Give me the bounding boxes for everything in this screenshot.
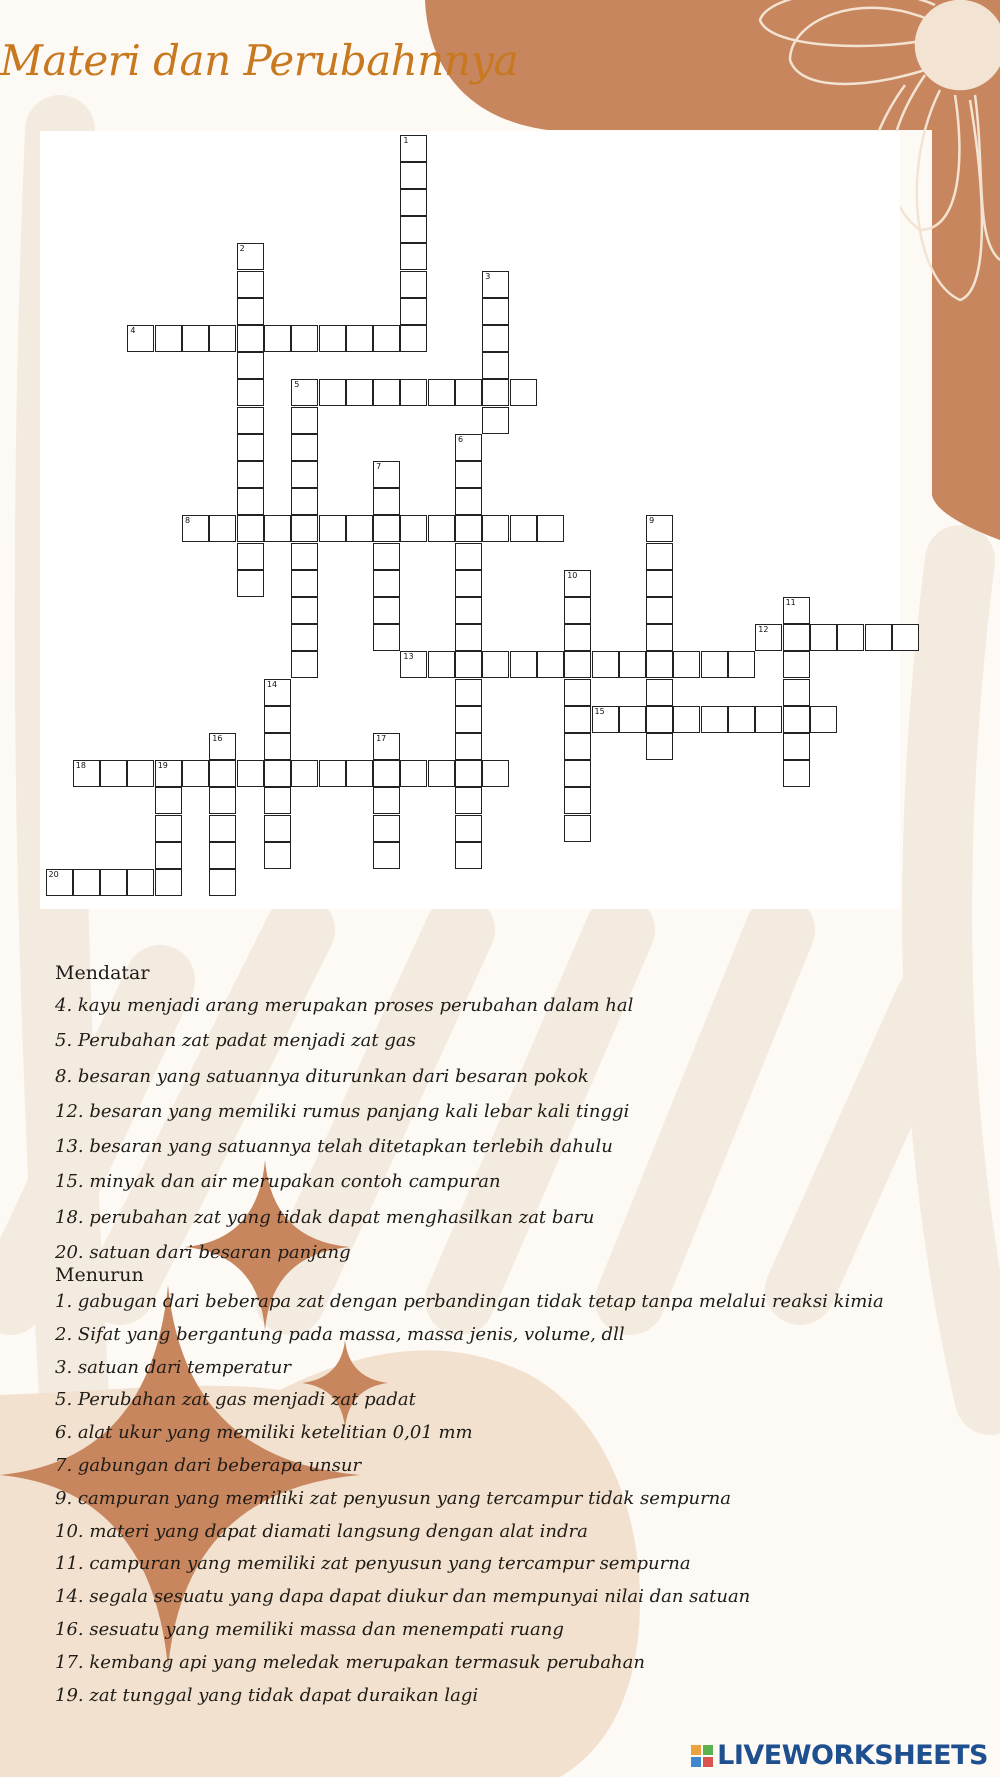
crossword-cell[interactable] xyxy=(264,679,291,706)
crossword-cell[interactable] xyxy=(319,379,346,406)
crossword-cell[interactable] xyxy=(592,651,619,678)
crossword-cell[interactable] xyxy=(865,624,892,651)
crossword-cell[interactable] xyxy=(373,733,400,760)
clue-number: 9 xyxy=(649,516,655,526)
clue-number: 7 xyxy=(376,461,382,471)
crossword-cell[interactable] xyxy=(209,515,236,542)
clue-number: 11 xyxy=(785,597,796,607)
clue-number: 4 xyxy=(130,325,136,335)
crossword-cell[interactable] xyxy=(209,842,236,869)
crossword-cell[interactable] xyxy=(455,434,482,461)
crossword-cell[interactable] xyxy=(100,869,127,896)
clue-across: 8. besaran yang satuannya diturunkan dari besaran pokok xyxy=(55,1065,589,1087)
crossword-cell[interactable] xyxy=(373,543,400,570)
clue-number: 18 xyxy=(75,761,86,771)
crossword-cell[interactable] xyxy=(619,651,646,678)
clue-number: 13 xyxy=(403,652,414,662)
crossword-cell[interactable] xyxy=(182,515,209,542)
clue-down: 11. campuran yang memiliki zat penyusun yang tercampur sempurna xyxy=(55,1553,691,1575)
across-heading: Mendatar xyxy=(55,962,150,984)
clue-number: 1 xyxy=(403,135,409,145)
crossword-cell[interactable] xyxy=(400,135,427,162)
crossword-cell[interactable] xyxy=(455,570,482,597)
clue-across: 15. minyak dan air merupakan contoh campuran xyxy=(55,1171,501,1193)
crossword-cell[interactable] xyxy=(755,706,782,733)
crossword-cell[interactable] xyxy=(455,733,482,760)
crossword-cell[interactable] xyxy=(373,515,400,542)
crossword-cell[interactable] xyxy=(482,407,509,434)
crossword-cell[interactable] xyxy=(428,515,455,542)
clue-down: 9. campuran yang memiliki zat penyusun yang tercampur tidak sempurna xyxy=(55,1487,731,1509)
crossword-cell[interactable] xyxy=(646,679,673,706)
crossword-cell[interactable] xyxy=(155,325,182,352)
crossword-cell[interactable] xyxy=(237,379,264,406)
crossword-cell[interactable] xyxy=(400,271,427,298)
clue-number: 8 xyxy=(185,516,191,526)
crossword-cell[interactable] xyxy=(291,379,318,406)
crossword-cell[interactable] xyxy=(346,379,373,406)
crossword-cell[interactable] xyxy=(373,842,400,869)
crossword-cell[interactable] xyxy=(264,706,291,733)
crossword-cell[interactable] xyxy=(537,515,564,542)
crossword-cell[interactable] xyxy=(646,515,673,542)
crossword-cell[interactable] xyxy=(892,624,919,651)
crossword-cell[interactable] xyxy=(127,760,154,787)
clue-number: 3 xyxy=(485,271,491,281)
clue-across: 4. kayu menjadi arang merupakan proses perubahan dalam hal xyxy=(55,995,634,1016)
crossword-cell[interactable] xyxy=(373,488,400,515)
clue-across: 13. besaran yang satuannya telah ditetapkan terlebih dahulu xyxy=(55,1136,613,1158)
crossword-cell[interactable] xyxy=(237,760,264,787)
crossword-cell[interactable] xyxy=(673,651,700,678)
crossword-cell[interactable] xyxy=(564,651,591,678)
crossword-cell[interactable] xyxy=(264,815,291,842)
crossword-cell[interactable] xyxy=(837,624,864,651)
crossword-cell[interactable] xyxy=(482,379,509,406)
crossword-cell[interactable] xyxy=(264,733,291,760)
crossword-cell[interactable] xyxy=(482,325,509,352)
page-title: Materi dan Perubahnnya xyxy=(0,36,519,85)
crossword-cell[interactable] xyxy=(373,461,400,488)
crossword-cell[interactable] xyxy=(510,379,537,406)
crossword-cell[interactable] xyxy=(237,271,264,298)
down-heading: Menurun xyxy=(55,1264,144,1286)
crossword-cell[interactable] xyxy=(400,760,427,787)
clues-across xyxy=(55,958,955,1270)
crossword-cell[interactable] xyxy=(783,706,810,733)
crossword-cell[interactable] xyxy=(155,869,182,896)
crossword-cell[interactable] xyxy=(810,706,837,733)
crossword-cell[interactable] xyxy=(646,570,673,597)
clue-down: 5. Perubahan zat gas menjadi zat padat xyxy=(55,1389,416,1411)
crossword-cell[interactable] xyxy=(291,434,318,461)
crossword-cell[interactable] xyxy=(237,543,264,570)
crossword-cell[interactable] xyxy=(455,488,482,515)
crossword-cell[interactable] xyxy=(237,570,264,597)
clue-down: 16. sesuatu yang memiliki massa dan menempati ruang xyxy=(55,1618,564,1640)
crossword-cell[interactable] xyxy=(346,760,373,787)
crossword-cell[interactable] xyxy=(155,815,182,842)
clue-down: 3. satuan dari temperatur xyxy=(55,1356,291,1378)
crossword-cell[interactable] xyxy=(182,760,209,787)
crossword-cell[interactable] xyxy=(482,298,509,325)
clue-across: 20. satuan dari besaran panjang xyxy=(55,1242,351,1264)
clue-number: 6 xyxy=(458,434,464,444)
clue-down: 19. zat tunggal yang tidak dapat duraikan lagi xyxy=(55,1684,479,1706)
logo-icon xyxy=(691,1745,713,1767)
clue-number: 15 xyxy=(594,706,605,716)
crossword-cell[interactable] xyxy=(209,733,236,760)
crossword-cell[interactable] xyxy=(373,325,400,352)
crossword-cell[interactable] xyxy=(209,869,236,896)
crossword-cell[interactable] xyxy=(127,869,154,896)
crossword-cell[interactable] xyxy=(373,597,400,624)
crossword-cell[interactable] xyxy=(455,597,482,624)
crossword-cell[interactable] xyxy=(291,570,318,597)
crossword-cell[interactable] xyxy=(400,216,427,243)
crossword-cell[interactable] xyxy=(264,760,291,787)
crossword-cell[interactable] xyxy=(455,842,482,869)
crossword-cell[interactable] xyxy=(783,760,810,787)
crossword-cell[interactable] xyxy=(100,760,127,787)
crossword-cell[interactable] xyxy=(373,787,400,814)
crossword-cell[interactable] xyxy=(564,706,591,733)
crossword-cell[interactable] xyxy=(673,706,700,733)
clue-down: 1. gabugan dari beberapa zat dengan perbandingan tidak tetap tanpa melalui reaksi kimia xyxy=(55,1291,884,1312)
crossword-cell[interactable] xyxy=(209,787,236,814)
crossword-cell[interactable] xyxy=(755,624,782,651)
crossword-cell[interactable] xyxy=(564,679,591,706)
crossword-cell[interactable] xyxy=(291,651,318,678)
crossword-cell[interactable] xyxy=(209,760,236,787)
crossword-cell[interactable] xyxy=(783,651,810,678)
crossword-cell[interactable] xyxy=(400,298,427,325)
crossword-cell[interactable] xyxy=(291,760,318,787)
crossword-cell[interactable] xyxy=(482,271,509,298)
crossword-cell[interactable] xyxy=(373,379,400,406)
clue-down: 17. kembang api yang meledak merupakan termasuk perubahan xyxy=(55,1651,645,1673)
crossword-cell[interactable] xyxy=(291,461,318,488)
crossword-cell[interactable] xyxy=(291,515,318,542)
crossword-cell[interactable] xyxy=(209,325,236,352)
crossword-cell[interactable] xyxy=(455,543,482,570)
crossword-cell[interactable] xyxy=(564,597,591,624)
crossword-cell[interactable] xyxy=(237,515,264,542)
crossword-cell[interactable] xyxy=(400,162,427,189)
crossword-cell[interactable] xyxy=(400,379,427,406)
clue-down: 10. materi yang dapat diamati langsung dengan alat indra xyxy=(55,1520,588,1542)
crossword-cell[interactable] xyxy=(291,488,318,515)
crossword-cell[interactable] xyxy=(482,651,509,678)
crossword-cell[interactable] xyxy=(619,706,646,733)
crossword-cell[interactable] xyxy=(564,760,591,787)
crossword-cell[interactable] xyxy=(455,787,482,814)
clue-number: 19 xyxy=(157,761,168,771)
crossword-cell[interactable] xyxy=(810,624,837,651)
clue-down: 14. segala sesuatu yang dapa dapat diukur dan mempunyai nilai dan satuan xyxy=(55,1586,751,1608)
crossword-cell[interactable] xyxy=(783,624,810,651)
logo-text: LIVEWORKSHEETS xyxy=(717,1740,988,1771)
crossword-cell[interactable] xyxy=(564,624,591,651)
crossword-cell[interactable] xyxy=(537,651,564,678)
clue-across: 12. besaran yang memiliki rumus panjang kali lebar kali tinggi xyxy=(55,1100,630,1122)
crossword-cell[interactable] xyxy=(564,733,591,760)
crossword-cell[interactable] xyxy=(482,760,509,787)
crossword-cell[interactable] xyxy=(646,733,673,760)
crossword-cell[interactable] xyxy=(182,325,209,352)
crossword-cell[interactable] xyxy=(400,515,427,542)
clue-number: 12 xyxy=(758,625,769,635)
crossword-cell[interactable] xyxy=(646,624,673,651)
clue-down: 6. alat ukur yang memiliki ketelitian 0,01 mm xyxy=(55,1422,473,1444)
crossword-cell[interactable] xyxy=(646,597,673,624)
crossword-cell[interactable] xyxy=(155,842,182,869)
liveworksheets-logo[interactable] xyxy=(691,1740,988,1771)
crossword-cell[interactable] xyxy=(701,651,728,678)
crossword-cell[interactable] xyxy=(510,651,537,678)
crossword-cell[interactable] xyxy=(264,325,291,352)
crossword-cell[interactable] xyxy=(73,760,100,787)
crossword-cell[interactable] xyxy=(455,624,482,651)
crossword-cell[interactable] xyxy=(646,543,673,570)
crossword-cell[interactable] xyxy=(428,379,455,406)
crossword-cell[interactable] xyxy=(237,488,264,515)
clue-across: 18. perubahan zat yang tidak dapat menghasilkan zat baru xyxy=(55,1206,595,1228)
crossword-cell[interactable] xyxy=(319,325,346,352)
crossword-cell[interactable] xyxy=(237,325,264,352)
crossword-cell[interactable] xyxy=(346,515,373,542)
crossword-cell[interactable] xyxy=(701,706,728,733)
crossword-cell[interactable] xyxy=(564,787,591,814)
crossword-cell[interactable] xyxy=(728,651,755,678)
crossword-cell[interactable] xyxy=(482,352,509,379)
crossword-cell[interactable] xyxy=(455,379,482,406)
crossword-cell[interactable] xyxy=(564,815,591,842)
crossword-cell[interactable] xyxy=(73,869,100,896)
crossword-cell[interactable] xyxy=(400,651,427,678)
crossword-cell[interactable] xyxy=(237,298,264,325)
crossword-cell[interactable] xyxy=(264,842,291,869)
clue-number: 5 xyxy=(294,380,300,390)
crossword-cell[interactable] xyxy=(291,624,318,651)
crossword-cell[interactable] xyxy=(127,325,154,352)
crossword-cell[interactable] xyxy=(455,515,482,542)
clues-down xyxy=(55,1264,955,1712)
crossword-cell[interactable] xyxy=(237,434,264,461)
crossword-cell[interactable] xyxy=(400,189,427,216)
crossword-cell[interactable] xyxy=(564,570,591,597)
crossword-cell[interactable] xyxy=(510,515,537,542)
crossword-cell[interactable] xyxy=(373,570,400,597)
crossword-cell[interactable] xyxy=(237,461,264,488)
crossword-cell[interactable] xyxy=(646,651,673,678)
crossword-cell[interactable] xyxy=(373,760,400,787)
crossword-cell[interactable] xyxy=(592,706,619,733)
clue-number: 17 xyxy=(376,733,387,743)
crossword-cell[interactable] xyxy=(237,407,264,434)
crossword-cell[interactable] xyxy=(482,515,509,542)
clue-number: 14 xyxy=(266,679,278,689)
crossword-cell[interactable] xyxy=(400,325,427,352)
clue-down: 7. gabungan dari beberapa unsur xyxy=(55,1454,362,1476)
crossword-cell[interactable] xyxy=(291,597,318,624)
crossword-cell[interactable] xyxy=(237,352,264,379)
crossword-cell[interactable] xyxy=(373,815,400,842)
crossword-cell[interactable] xyxy=(373,624,400,651)
crossword-cell[interactable] xyxy=(455,706,482,733)
clue-number: 10 xyxy=(567,570,578,580)
crossword-cell[interactable] xyxy=(455,679,482,706)
crossword-cell[interactable] xyxy=(264,515,291,542)
crossword-cell[interactable] xyxy=(783,679,810,706)
crossword-cell[interactable] xyxy=(209,815,236,842)
clue-down: 2. Sifat yang bergantung pada massa, massa jenis, volume, dll xyxy=(55,1323,625,1345)
crossword-cell[interactable] xyxy=(291,325,318,352)
crossword-cell[interactable] xyxy=(291,407,318,434)
crossword-cell[interactable] xyxy=(455,461,482,488)
crossword-cell[interactable] xyxy=(291,543,318,570)
crossword-cell[interactable] xyxy=(237,243,264,270)
crossword-cell[interactable] xyxy=(46,869,73,896)
crossword-cell[interactable] xyxy=(428,651,455,678)
crossword-cell[interactable] xyxy=(319,760,346,787)
crossword-cell[interactable] xyxy=(783,597,810,624)
clue-number: 20 xyxy=(48,869,59,879)
crossword-cell[interactable] xyxy=(428,760,455,787)
crossword-cell[interactable] xyxy=(728,706,755,733)
crossword-cell[interactable] xyxy=(155,787,182,814)
crossword-cell[interactable] xyxy=(455,651,482,678)
crossword-cell[interactable] xyxy=(319,515,346,542)
crossword-cell[interactable] xyxy=(455,760,482,787)
crossword-cell[interactable] xyxy=(783,733,810,760)
crossword-cell[interactable] xyxy=(455,815,482,842)
crossword-cell[interactable] xyxy=(155,760,182,787)
crossword-cell[interactable] xyxy=(264,787,291,814)
crossword-cell[interactable] xyxy=(346,325,373,352)
clue-across: 5. Perubahan zat padat menjadi zat gas xyxy=(55,1030,416,1052)
crossword-cell[interactable] xyxy=(646,706,673,733)
clue-number: 2 xyxy=(239,244,245,254)
clue-number: 16 xyxy=(212,733,223,743)
crossword-cell[interactable] xyxy=(400,243,427,270)
